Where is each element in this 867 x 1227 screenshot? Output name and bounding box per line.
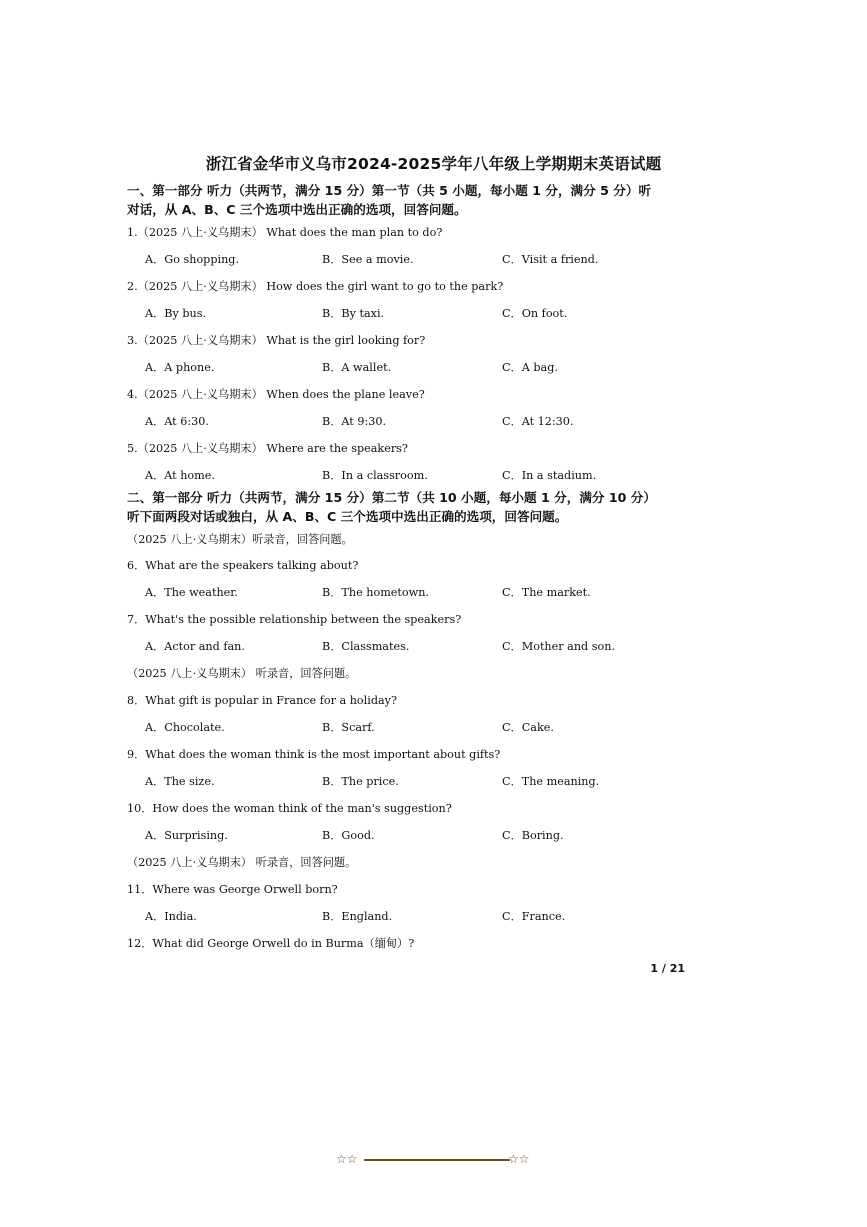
section-2-line-2: 听下面两段对话或独白，从 A、B、C 三个选项中选出正确的选项，回答问题。 bbox=[127, 509, 568, 524]
question-6-option-c: C．The market. bbox=[502, 586, 591, 599]
question-11-option-b: B．England. bbox=[322, 910, 393, 923]
question-8-option-a: A．Chocolate. bbox=[145, 721, 225, 734]
question-9: 9．What does the woman think is the most important about gifts? bbox=[127, 748, 501, 761]
footer-decoration bbox=[336, 1150, 536, 1168]
question-5: 5.（2025 八上·义乌期末） Where are the speakers? bbox=[127, 442, 408, 455]
listening-note-3: （2025 八上·义乌期末） 听录音，回答问题。 bbox=[127, 856, 357, 869]
question-1-option-c: C．Visit a friend. bbox=[502, 253, 599, 266]
question-6: 6．What are the speakers talking about? bbox=[127, 559, 359, 572]
question-5-option-a: A．At home. bbox=[145, 469, 215, 482]
question-4-option-b: B．At 9:30. bbox=[322, 415, 387, 428]
listening-note-1: （2025 八上·义乌期末）听录音，回答问题。 bbox=[127, 533, 353, 546]
page-title: 浙江省金华市义乌市2024-2025学年八年级上学期期末英语试题 bbox=[205, 155, 662, 173]
question-4-option-a: A．At 6:30. bbox=[145, 415, 209, 428]
question-3-option-c: C．A bag. bbox=[502, 361, 558, 374]
question-9-option-c: C．The meaning. bbox=[502, 775, 600, 788]
question-10-option-c: C．Boring. bbox=[502, 829, 564, 842]
question-11-option-c: C．France. bbox=[502, 910, 566, 923]
section-1-instructions bbox=[127, 181, 693, 219]
section-1-line-1: 一、第一部分 听力（共两节，满分 15 分）第一节（共 5 小题，每小题 1 分，满分 5 分）听 bbox=[127, 183, 652, 198]
question-6-option-b: B．The hometown. bbox=[322, 586, 429, 599]
question-8: 8．What gift is popular in France for a holiday? bbox=[127, 694, 397, 707]
question-2-option-c: C．On foot. bbox=[502, 307, 568, 320]
question-4-option-c: C．At 12:30. bbox=[502, 415, 574, 428]
question-2-option-a: A．By bus. bbox=[145, 307, 207, 320]
question-7-option-c: C．Mother and son. bbox=[502, 640, 615, 653]
question-7-option-b: B．Classmates. bbox=[322, 640, 410, 653]
footer-divider bbox=[364, 1159, 510, 1161]
question-10-option-b: B．Good. bbox=[322, 829, 375, 842]
question-3-option-b: B．A wallet. bbox=[322, 361, 392, 374]
question-7-option-a: A．Actor and fan. bbox=[145, 640, 245, 653]
question-4: 4.（2025 八上·义乌期末） When does the plane leave? bbox=[127, 388, 425, 401]
section-2-line-1: 二、第一部分 听力（共两节，满分 15 分）第二节（共 10 小题，每小题 1 分，满分 10 分） bbox=[127, 490, 656, 505]
question-9-option-b: B．The price. bbox=[322, 775, 399, 788]
question-5-option-b: B．In a classroom. bbox=[322, 469, 428, 482]
question-8-option-b: B．Scarf. bbox=[322, 721, 375, 734]
footer-stars-left-icon: ☆☆ bbox=[336, 1152, 358, 1166]
question-5-option-c: C．In a stadium. bbox=[502, 469, 597, 482]
question-10-option-a: A．Surprising. bbox=[145, 829, 228, 842]
question-2-option-b: B．By taxi. bbox=[322, 307, 385, 320]
question-2: 2.（2025 八上·义乌期末） How does the girl want to go to the park? bbox=[127, 280, 504, 293]
section-1-line-2: 对话，从 A、B、C 三个选项中选出正确的选项，回答问题。 bbox=[127, 202, 467, 217]
question-8-option-c: C．Cake. bbox=[502, 721, 554, 734]
question-10: 10．How does the woman think of the man's suggestion? bbox=[127, 802, 452, 815]
question-3: 3.（2025 八上·义乌期末） What is the girl looking for? bbox=[127, 334, 426, 347]
footer-stars-right-icon: ☆☆ bbox=[508, 1152, 530, 1166]
question-7: 7．What's the possible relationship between the speakers? bbox=[127, 613, 462, 626]
question-1: 1.（2025 八上·义乌期末） What does the man plan to do? bbox=[127, 226, 443, 239]
question-11: 11．Where was George Orwell born? bbox=[127, 883, 338, 896]
question-6-option-a: A．The weather. bbox=[145, 586, 238, 599]
section-2-instructions bbox=[127, 488, 693, 526]
question-9-option-a: A．The size. bbox=[145, 775, 215, 788]
question-1-option-a: A．Go shopping. bbox=[145, 253, 240, 266]
question-11-option-a: A．India. bbox=[145, 910, 197, 923]
question-1-option-b: B．See a movie. bbox=[322, 253, 414, 266]
page-number: 1 / 21 bbox=[650, 962, 685, 975]
question-3-option-a: A．A phone. bbox=[145, 361, 215, 374]
question-12: 12．What did George Orwell do in Burma（缅甸）? bbox=[127, 937, 415, 950]
listening-note-2: （2025 八上·义乌期末） 听录音，回答问题。 bbox=[127, 667, 357, 680]
